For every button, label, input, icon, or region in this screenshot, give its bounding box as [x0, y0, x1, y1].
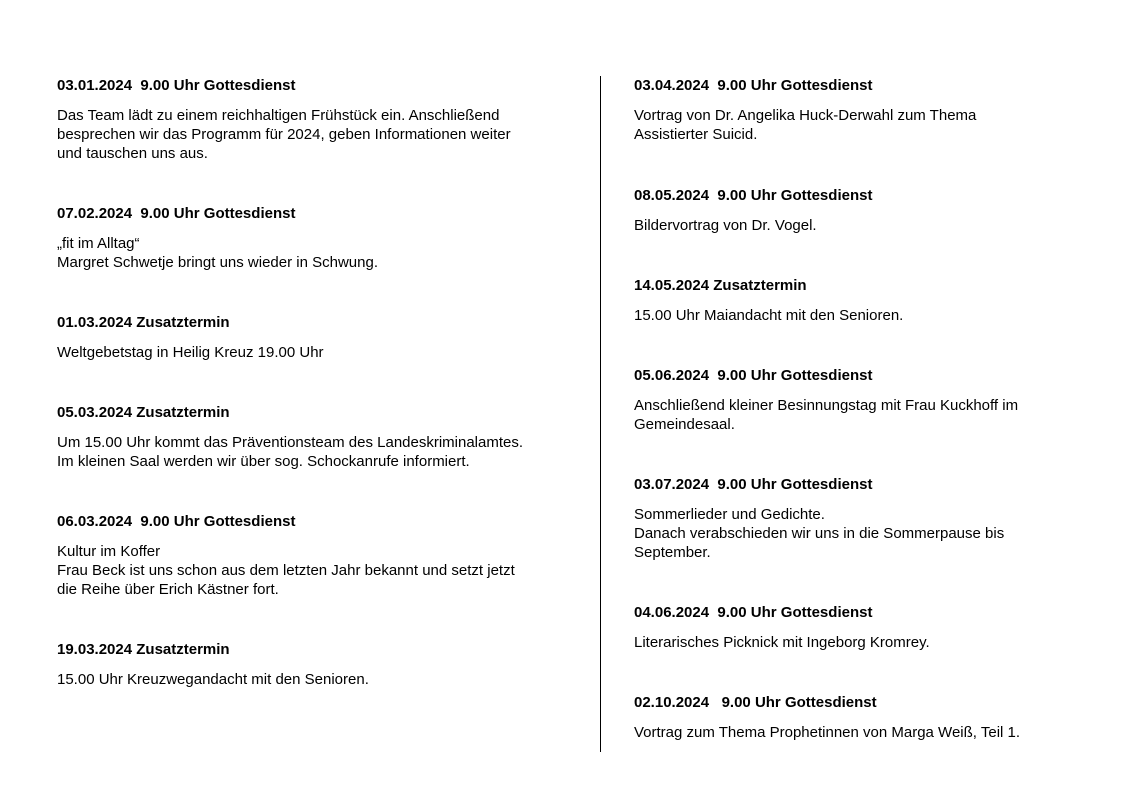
- description-line: Weltgebetstag in Heilig Kreuz 19.00 Uhr: [57, 344, 324, 361]
- event-description: [634, 216, 1074, 235]
- description-line: „fit im Alltag“: [57, 235, 140, 252]
- description-line: Sommerlieder und Gedichte.: [634, 506, 825, 523]
- event-title: 03.01.2024 9.00 Uhr Gottesdienst: [57, 77, 296, 94]
- description-line: Vortrag von Dr. Angelika Huck-Derwahl zum Thema: [634, 107, 977, 124]
- event-title: 01.03.2024 Zusatztermin: [57, 314, 230, 331]
- description-line: Anschließend kleiner Besinnungstag mit Frau Kuckhoff im: [634, 397, 1019, 414]
- event-entry: [57, 512, 577, 599]
- description-line: Gemeindesaal.: [634, 416, 735, 433]
- event-entry: [634, 76, 1074, 144]
- event-description: [634, 106, 1074, 144]
- event-entry: [57, 204, 577, 272]
- event-title: 02.10.2024 9.00 Uhr Gottesdienst: [634, 694, 877, 711]
- event-description: [634, 723, 1074, 742]
- event-entry: [634, 475, 1074, 562]
- event-entry: [634, 366, 1074, 434]
- event-description: [634, 396, 1074, 434]
- description-line: September.: [634, 544, 711, 561]
- event-description: [57, 542, 577, 599]
- description-line: Assistierter Suicid.: [634, 126, 758, 143]
- event-title: 05.06.2024 9.00 Uhr Gottesdienst: [634, 367, 873, 384]
- event-title: 14.05.2024 Zusatztermin: [634, 277, 807, 294]
- description-line: Vortrag zum Thema Prophetinnen von Marga Weiß, Teil 1.: [634, 724, 1021, 741]
- description-line: 15.00 Uhr Maiandacht mit den Senioren.: [634, 307, 904, 324]
- event-title: 04.06.2024 9.00 Uhr Gottesdienst: [634, 604, 873, 621]
- description-line: Frau Beck ist uns schon aus dem letzten Jahr bekannt und setzt jetzt: [57, 562, 515, 579]
- description-line: und tauschen uns aus.: [57, 145, 208, 162]
- event-description: [57, 343, 577, 362]
- event-description: [57, 234, 577, 272]
- description-line: Margret Schwetje bringt uns wieder in Schwung.: [57, 254, 378, 271]
- event-title: 03.04.2024 9.00 Uhr Gottesdienst: [634, 77, 873, 94]
- event-entry: [57, 313, 577, 362]
- event-entry: [634, 186, 1074, 235]
- event-entry: [634, 693, 1074, 742]
- description-line: 15.00 Uhr Kreuzwegandacht mit den Senioren.: [57, 671, 369, 688]
- description-line: Das Team lädt zu einem reichhaltigen Frühstück ein. Anschließend: [57, 107, 500, 124]
- description-line: besprechen wir das Programm für 2024, geben Informationen weiter: [57, 126, 511, 143]
- event-description: [57, 670, 577, 689]
- event-description: [634, 505, 1074, 562]
- event-title: 07.02.2024 9.00 Uhr Gottesdienst: [57, 205, 296, 222]
- event-entry: [57, 403, 577, 471]
- event-entry: [57, 76, 577, 163]
- event-title: 03.07.2024 9.00 Uhr Gottesdienst: [634, 476, 873, 493]
- description-line: Um 15.00 Uhr kommt das Präventionsteam des Landeskriminalamtes.: [57, 434, 524, 451]
- description-line: Literarisches Picknick mit Ingeborg Kromrey.: [634, 634, 930, 651]
- description-line: die Reihe über Erich Kästner fort.: [57, 581, 279, 598]
- event-entry: [634, 276, 1074, 325]
- description-line: Im kleinen Saal werden wir über sog. Schockanrufe informiert.: [57, 453, 470, 470]
- event-entry: [57, 640, 577, 689]
- event-title: 06.03.2024 9.00 Uhr Gottesdienst: [57, 513, 296, 530]
- event-title: 08.05.2024 9.00 Uhr Gottesdienst: [634, 187, 873, 204]
- event-description: [634, 633, 1074, 652]
- event-description: [634, 306, 1074, 325]
- event-entry: [634, 603, 1074, 652]
- event-title: 19.03.2024 Zusatztermin: [57, 641, 230, 658]
- description-line: Bildervortrag von Dr. Vogel.: [634, 217, 817, 234]
- event-description: [57, 106, 577, 163]
- event-title: 05.03.2024 Zusatztermin: [57, 404, 230, 421]
- column-divider: [600, 76, 601, 752]
- event-description: [57, 433, 577, 471]
- description-line: Danach verabschieden wir uns in die Sommerpause bis: [634, 525, 1005, 542]
- description-line: Kultur im Koffer: [57, 543, 161, 560]
